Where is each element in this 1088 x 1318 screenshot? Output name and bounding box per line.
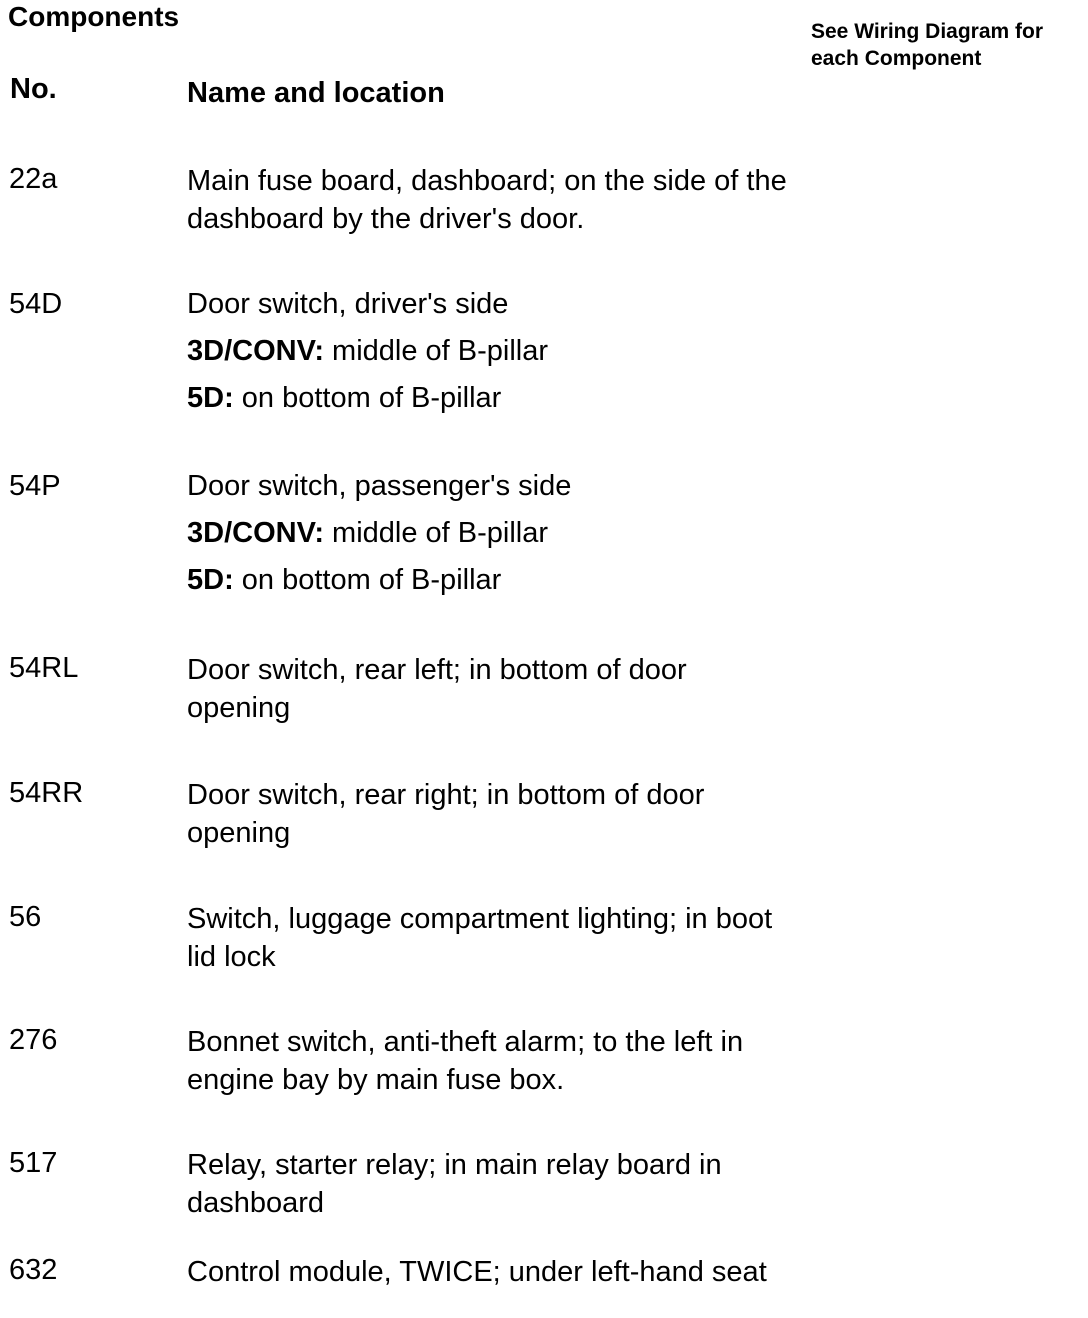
component-number: 632 [9,1254,58,1286]
column-header-name: Name and location [187,77,445,109]
component-number: 54RR [9,777,84,809]
component-description [187,651,907,727]
component-description [187,900,907,976]
description-line-1: Bonnet switch, anti-theft alarm; to the left in [187,1026,744,1058]
description-line-2: opening [187,692,291,724]
component-description [187,776,907,852]
component-description [187,1253,907,1291]
component-number: 56 [9,901,42,933]
component-number: 54P [9,470,61,502]
description-line-1: Main fuse board, dashboard; on the side of the [187,165,787,197]
component-number: 22a [9,163,58,195]
description-line-1: Door switch, rear left; in bottom of door [187,654,687,686]
description-line-1: Control module, TWICE; under left-hand seat [187,1256,767,1288]
component-number: 54RL [9,652,79,684]
column-header-no: No. [10,73,57,105]
page-title: Components [8,1,180,32]
wiring-diagram-note [811,18,1043,72]
wiring-note-line-1: See Wiring Diagram for [811,20,1044,43]
description-line-2: dashboard [187,1187,325,1219]
description-line-1: Door switch, passenger's side [187,470,572,502]
component-description [187,1023,907,1099]
description-line-2: lid lock [187,941,276,973]
component-number: 517 [9,1147,58,1179]
component-description [187,469,907,597]
variant-label: 5D: [187,382,234,414]
component-description [187,162,907,238]
description-line-1: Switch, luggage compartment lighting; in boot [187,903,773,935]
description-line-1: Relay, starter relay; in main relay board in [187,1149,722,1181]
variant-3d-conv [187,516,907,550]
component-number: 54D [9,288,63,320]
variant-5d [187,381,907,415]
description-line-1: Door switch, rear right; in bottom of door [187,779,705,811]
variant-text: on bottom of B-pillar [233,382,502,414]
variant-5d [187,563,907,597]
variant-label: 3D/CONV: [187,517,324,549]
description-line-2: engine bay by main fuse box. [187,1064,565,1096]
description-line-2: opening [187,817,291,849]
component-description [187,287,907,415]
description-line-2: dashboard by the driver's door. [187,203,585,235]
component-number: 276 [9,1024,58,1056]
variant-3d-conv [187,334,907,368]
variant-label: 3D/CONV: [187,335,324,367]
component-description [187,1146,907,1222]
variant-text: on bottom of B-pillar [233,564,502,596]
wiring-note-line-2: each Component [811,47,982,70]
variant-label: 5D: [187,564,234,596]
variant-text: middle of B-pillar [323,517,549,549]
variant-text: middle of B-pillar [323,335,549,367]
description-line-1: Door switch, driver's side [187,288,509,320]
